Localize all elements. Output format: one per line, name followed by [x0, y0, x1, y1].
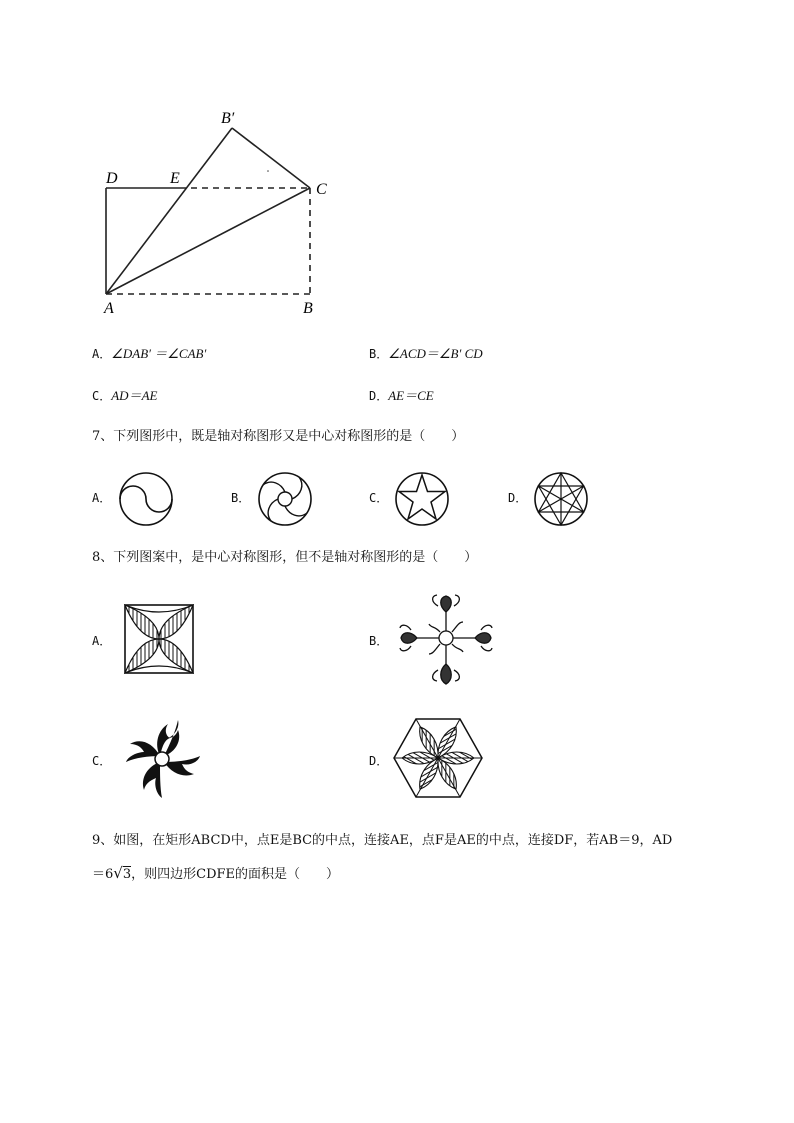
hexagon-leaf-pattern-icon[interactable]	[392, 716, 484, 800]
q6-option-d-letter: D．	[369, 389, 389, 403]
q6-option-a[interactable]	[92, 345, 206, 364]
q6-option-c-letter: C．	[92, 389, 112, 403]
flower-cross-pattern-icon[interactable]	[393, 592, 499, 688]
q6-option-a-text: ∠DAB′ ＝∠CAB′	[111, 346, 207, 361]
q6-option-d-text: AE＝CE	[388, 388, 434, 403]
label-c: C	[316, 181, 327, 198]
hexagram-circle-icon[interactable]	[533, 471, 589, 527]
q7-option-b-letter[interactable]: B．	[231, 491, 251, 505]
q8-stem: 8、下列图案中，是中心对称图形，但不是轴对称图形的是（ ）	[92, 550, 478, 565]
q6-option-a-letter: A．	[92, 347, 112, 361]
q7-option-c-letter[interactable]: C．	[369, 491, 389, 505]
q8-option-c-letter[interactable]: C．	[92, 754, 112, 768]
q7-option-a-letter[interactable]: A．	[92, 491, 112, 505]
q6-option-b-text: ∠ACD＝∠B′ CD	[388, 346, 483, 361]
q6-option-d[interactable]	[369, 387, 434, 406]
label-b: B	[303, 300, 313, 317]
q6-option-b[interactable]	[369, 345, 483, 364]
q9-line2-prefix: ＝6	[92, 867, 114, 882]
star-circle-icon[interactable]	[394, 471, 450, 527]
rectangle-fold-figure	[0, 0, 794, 330]
q7-stem: 7、下列图形中，既是轴对称图形又是中心对称图形的是（ ）	[92, 429, 465, 444]
pinwheel-flower-icon[interactable]	[118, 716, 202, 802]
swirl-circle-icon[interactable]	[257, 471, 313, 527]
q9-line1: 9、如图，在矩形ABCD中，点E是BC的中点，连接AE，点F是AE的中点，连接DF，若AB＝9，AD	[92, 833, 673, 848]
q9-line2-suffix: ，则四边形CDFE的面积是（ ）	[131, 867, 340, 882]
q9-line2	[92, 864, 339, 884]
q8-option-d-letter[interactable]: D．	[369, 754, 389, 768]
square-petal-pattern-icon[interactable]	[124, 604, 194, 674]
label-d: D	[106, 170, 118, 187]
q8-option-a-letter[interactable]: A．	[92, 634, 112, 648]
q9-radicand: 3	[122, 867, 132, 882]
q6-option-b-letter: B．	[369, 347, 389, 361]
q8-option-b-letter[interactable]: B．	[369, 634, 389, 648]
yin-yang-circle-icon[interactable]	[118, 471, 174, 527]
label-a: A	[104, 300, 114, 317]
q7-option-d-letter[interactable]: D．	[508, 491, 528, 505]
q6-option-c[interactable]	[92, 387, 157, 406]
label-e: E	[170, 170, 180, 187]
sqrt-symbol: √	[113, 864, 123, 882]
label-b-prime: B′	[221, 110, 235, 127]
q6-option-c-text: AD＝AE	[111, 388, 158, 403]
